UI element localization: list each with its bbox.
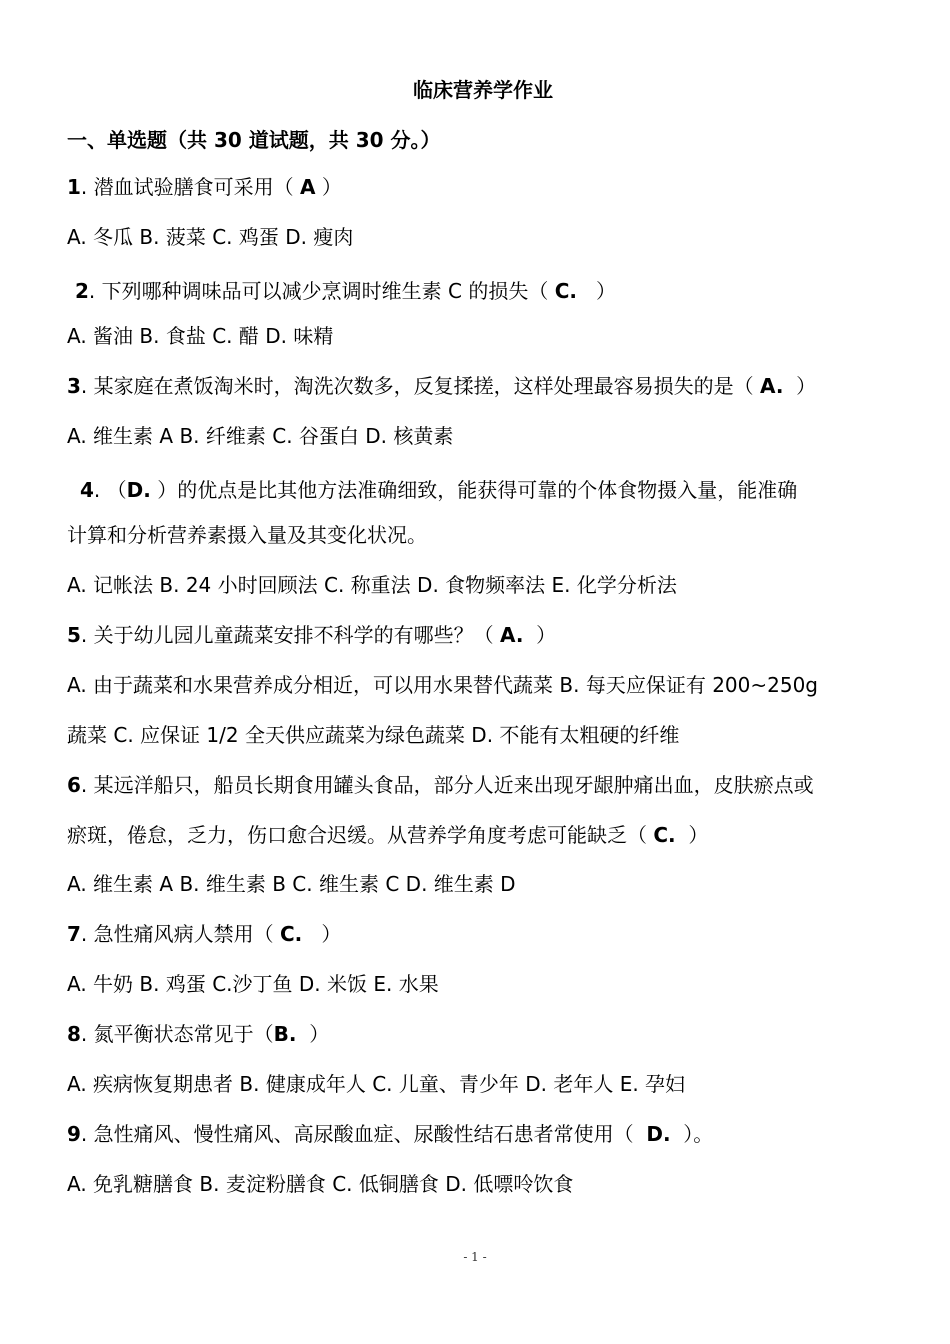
- question-9-options: A. 免乳糖膳食 B. 麦淀粉膳食 C. 低铜膳食 D. 低嘌呤饮食: [67, 1172, 574, 1196]
- question-number: 3: [67, 374, 81, 398]
- page-title: 临床营养学作业: [413, 78, 553, 102]
- question-number: 1: [67, 175, 81, 199]
- answer: A: [300, 175, 316, 199]
- question-5: [67, 622, 556, 648]
- answer: D.: [646, 1122, 671, 1146]
- question-4: [80, 477, 797, 503]
- question-text: . 某家庭在煮饭淘米时，淘洗次数多，反复揉搓，这样处理最容易损失的是（: [80, 374, 760, 398]
- answer: A.: [760, 374, 784, 398]
- question-text: . 下列哪种调味品可以减少烹调时维生素 C 的损失（: [88, 279, 555, 303]
- question-8: [67, 1021, 329, 1047]
- question-number: 6: [67, 773, 81, 797]
- question-number: 5: [67, 623, 81, 647]
- question-text-end: ）: [315, 175, 342, 199]
- question-number: 7: [67, 922, 81, 946]
- question-text-end: ）。: [670, 1122, 714, 1146]
- question-1-options: A. 冬瓜 B. 菠菜 C. 鸡蛋 D. 瘦肉: [67, 225, 354, 249]
- question-3-options: A. 维生素 A B. 纤维素 C. 谷蛋白 D. 核黄素: [67, 424, 454, 448]
- question-text-end: ）: [675, 823, 709, 847]
- question-8-options: A. 疾病恢复期患者 B. 健康成年人 C. 儿童、青少年 D. 老年人 E. 孕妇: [67, 1072, 686, 1096]
- question-text-end: ）的优点是比其他方法准确细致，能获得可靠的个体食物摄入量，能准确: [150, 478, 798, 502]
- question-text-end: ）: [576, 279, 617, 303]
- question-text: . （: [93, 478, 127, 502]
- answer: B.: [273, 1022, 297, 1046]
- question-text: . 关于幼儿园儿童蔬菜安排不科学的有哪些？（: [80, 623, 500, 647]
- answer: A.: [500, 623, 524, 647]
- question-number: 4: [80, 478, 94, 502]
- question-5-options: A. 由于蔬菜和水果营养成分相近，可以用水果替代蔬菜 B. 每天应保证有 200~250g: [67, 673, 818, 697]
- question-9: [67, 1121, 713, 1147]
- question-number: 2: [75, 279, 89, 303]
- question-number: 8: [67, 1022, 81, 1046]
- question-text-end: ）: [296, 1022, 330, 1046]
- question-text: . 潜血试验膳食可采用（: [80, 175, 300, 199]
- question-6-continued: [67, 822, 708, 848]
- question-text-end: ）: [523, 623, 557, 647]
- question-text: . 急性痛风病人禁用（: [80, 922, 280, 946]
- question-number: 9: [67, 1122, 81, 1146]
- question-7-options: A. 牛奶 B. 鸡蛋 C.沙丁鱼 D. 米饭 E. 水果: [67, 972, 439, 996]
- answer: C.: [280, 922, 303, 946]
- answer: C.: [554, 279, 577, 303]
- section-heading: 一、单选题（共 30 道试题，共 30 分。）: [67, 128, 441, 152]
- question-1: [67, 174, 342, 200]
- question-text: 瘀斑，倦怠，乏力，伤口愈合迟缓。从营养学角度考虑可能缺乏（: [67, 823, 654, 847]
- question-text: . 某远洋船只，船员长期食用罐头食品，部分人近来出现牙龈肿痛出血，皮肤瘀点或: [80, 773, 814, 797]
- question-text-end: ）: [302, 922, 342, 946]
- question-2-options: A. 酱油 B. 食盐 C. 醋 D. 味精: [67, 324, 334, 348]
- answer: D.: [126, 478, 151, 502]
- question-2: [75, 278, 616, 304]
- question-text: . 氮平衡状态常见于（: [80, 1022, 274, 1046]
- page-number: - 1 -: [463, 1250, 487, 1264]
- question-5-options-continued: 蔬菜 C. 应保证 1/2 全天供应蔬菜为绿色蔬菜 D. 不能有太粗硬的纤维: [67, 723, 680, 747]
- question-7: [67, 921, 341, 947]
- question-text: . 急性痛风、慢性痛风、高尿酸血症、尿酸性结石患者常使用（: [80, 1122, 647, 1146]
- question-text-end: ）: [783, 374, 817, 398]
- question-6-options: A. 维生素 A B. 维生素 B C. 维生素 C D. 维生素 D: [67, 872, 516, 896]
- question-4-continued: 计算和分析营养素摄入量及其变化状况。: [67, 523, 427, 547]
- question-6: [67, 772, 814, 798]
- answer: C.: [653, 823, 676, 847]
- question-3: [67, 373, 816, 399]
- question-4-options: A. 记帐法 B. 24 小时回顾法 C. 称重法 D. 食物频率法 E. 化学分析法: [67, 573, 677, 597]
